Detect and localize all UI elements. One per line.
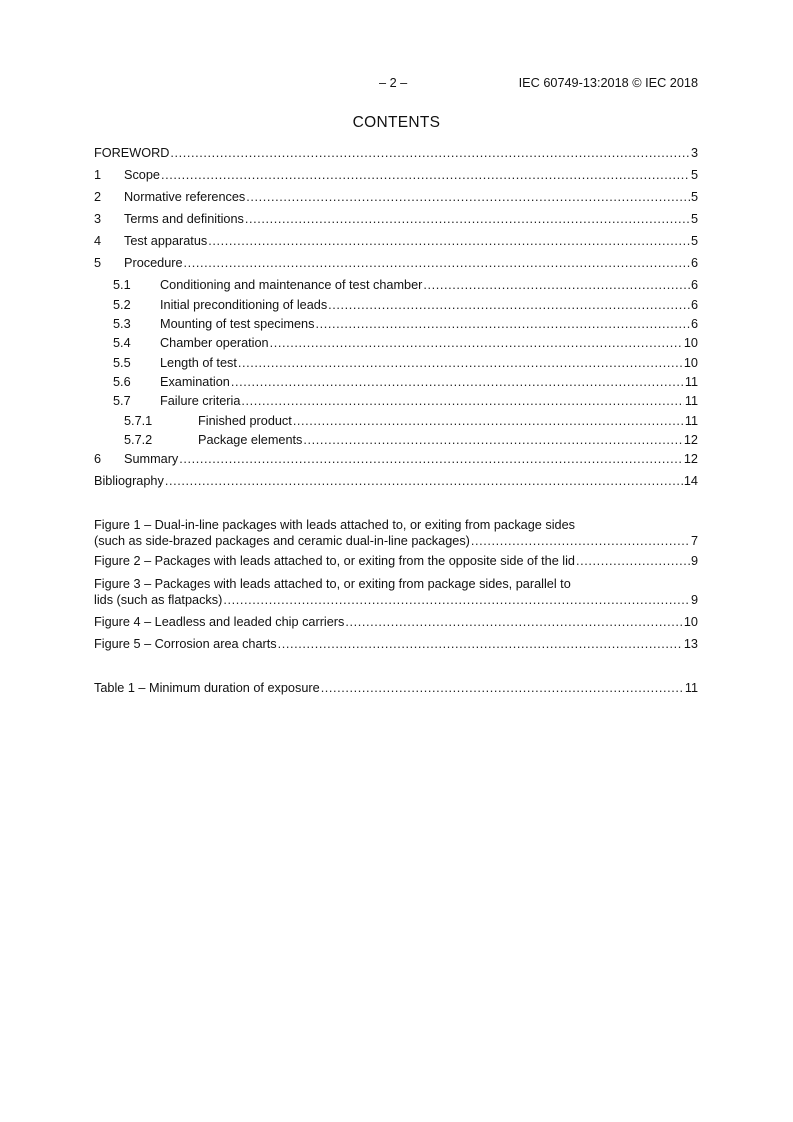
toc-entry-5-7[interactable] (113, 393, 698, 409)
toc-entry-number: 4 (94, 234, 102, 248)
contents-title: CONTENTS (352, 114, 441, 131)
leader-dots (179, 451, 683, 467)
toc-entry-label: Finished product (198, 414, 292, 428)
toc-entry-label: Procedure (124, 256, 183, 270)
toc-entry-page: 3 (690, 146, 698, 160)
toc-entry-5-7-1[interactable] (124, 413, 698, 429)
leader-dots (246, 189, 690, 205)
toc-entry-number: 5.7.1 (124, 414, 153, 428)
toc-entry-5-3[interactable] (113, 316, 698, 332)
toc-entry-label: Mounting of test specimens (160, 317, 315, 331)
toc-entry-number: 5.5 (113, 356, 131, 370)
toc-entry-label: Test apparatus (124, 234, 208, 248)
toc-entry-page: 11 (684, 414, 698, 428)
figure-entry-page: 9 (690, 593, 698, 607)
toc-entry-page: 5 (690, 212, 698, 226)
toc-entry-5-1[interactable] (113, 277, 698, 293)
toc-entry-label: Normative references (124, 190, 246, 204)
toc-entry-number: 5 (94, 256, 102, 270)
figure-1-entry[interactable] (94, 533, 698, 549)
toc-entry-page: 6 (690, 298, 698, 312)
figure-entry-label: (such as side-brazed packages and ceramic dual-in-line packages) (94, 534, 470, 548)
figure-entry-page: 9 (690, 554, 698, 568)
figure-entry-label: Figure 4 – Leadless and leaded chip carriers (94, 615, 345, 629)
leader-dots (245, 211, 690, 227)
toc-entry-number: 5.1 (113, 278, 131, 292)
page-header (0, 76, 793, 92)
standard-reference: IEC 60749-13:2018 © IEC 2018 (518, 76, 698, 90)
leader-dots (161, 167, 690, 183)
leader-dots (293, 413, 684, 429)
leader-dots (170, 145, 690, 161)
toc-entry-label: Package elements (198, 433, 303, 447)
toc-entry-page: 11 (684, 375, 698, 389)
toc-entry-page: 12 (683, 452, 698, 466)
toc-entry-5-6[interactable] (113, 374, 698, 390)
toc-entry-number: 5.2 (113, 298, 131, 312)
table-1-entry[interactable] (94, 680, 698, 696)
toc-entry-label: Bibliography (94, 474, 164, 488)
figure-3-line-1[interactable]: Figure 3 – Packages with leads attached to, or exiting from package sides, parallel to (94, 577, 571, 591)
leader-dots (241, 393, 683, 409)
toc-entry-page: 12 (683, 433, 698, 447)
figure-3-entry[interactable] (94, 592, 698, 608)
leader-dots (345, 614, 683, 630)
leader-dots (423, 277, 690, 293)
toc-entry-number: 5.3 (113, 317, 131, 331)
figure-entry-page: 13 (683, 637, 698, 651)
table-entry-page: 11 (684, 681, 698, 695)
toc-entry-label: Summary (124, 452, 179, 466)
figure-entry-page: 7 (690, 534, 698, 548)
figure-entry-label: lids (such as flatpacks) (94, 593, 223, 607)
toc-entry-page: 6 (690, 278, 698, 292)
leader-dots (231, 374, 684, 390)
toc-entry-label: Conditioning and maintenance of test chamber (160, 278, 423, 292)
toc-entry-page: 10 (683, 356, 698, 370)
leader-dots (328, 297, 690, 313)
leader-dots (270, 335, 683, 351)
toc-entry-number: 5.7.2 (124, 433, 153, 447)
toc-entry-page: 10 (683, 336, 698, 350)
toc-entry-number: 5.6 (113, 375, 131, 389)
toc-entry-page: 6 (690, 317, 698, 331)
leader-dots (184, 255, 690, 271)
figure-entry-page: 10 (683, 615, 698, 629)
toc-entry-page: 5 (690, 190, 698, 204)
toc-entry-5-7-2[interactable] (124, 432, 698, 448)
leader-dots (208, 233, 690, 249)
table-entry-label: Table 1 – Minimum duration of exposure (94, 681, 320, 695)
toc-entry-5-5[interactable] (113, 355, 698, 371)
toc-entry-terms-and-definitions[interactable] (94, 211, 698, 227)
toc-entry-number: 5.7 (113, 394, 131, 408)
toc-entry-label: Length of test (160, 356, 237, 370)
toc-entry-label: Failure criteria (160, 394, 241, 408)
toc-entry-label: Scope (124, 168, 160, 182)
leader-dots (165, 473, 683, 489)
toc-entry-5-2[interactable] (113, 297, 698, 313)
toc-entry-scope[interactable] (94, 167, 698, 183)
figure-4-entry[interactable] (94, 614, 698, 630)
figure-2-entry[interactable] (94, 553, 698, 569)
leader-dots (223, 592, 690, 608)
toc-entry-summary[interactable] (94, 451, 698, 467)
figure-1-line-1[interactable]: Figure 1 – Dual-in-line packages with leads attached to, or exiting from package sides (94, 518, 575, 532)
toc-entry-normative-references[interactable] (94, 189, 698, 205)
toc-entry-label: FOREWORD (94, 146, 170, 160)
figure-entry-label: Figure 2 – Packages with leads attached to, or exiting from the opposite side of the lid (94, 554, 575, 568)
toc-entry-page: 5 (690, 234, 698, 248)
toc-entry-number: 6 (94, 452, 102, 466)
toc-entry-number: 5.4 (113, 336, 131, 350)
toc-entry-page: 14 (683, 474, 698, 488)
leader-dots (576, 553, 690, 569)
leader-dots (278, 636, 683, 652)
page-number: – 2 – (379, 76, 408, 90)
toc-entry-5-4[interactable] (113, 335, 698, 351)
toc-entry-number: 1 (94, 168, 102, 182)
leader-dots (321, 680, 684, 696)
toc-entry-procedure[interactable] (94, 255, 698, 271)
toc-entry-number: 3 (94, 212, 102, 226)
leader-dots (303, 432, 682, 448)
toc-entry-number: 2 (94, 190, 102, 204)
figure-entry-label: Figure 5 – Corrosion area charts (94, 637, 277, 651)
leader-dots (238, 355, 683, 371)
leader-dots (471, 533, 690, 549)
toc-entry-label: Examination (160, 375, 230, 389)
toc-entry-page: 6 (690, 256, 698, 270)
toc-entry-bibliography[interactable] (94, 473, 698, 489)
leader-dots (315, 316, 689, 332)
toc-entry-page: 5 (690, 168, 698, 182)
toc-entry-page: 11 (684, 394, 698, 408)
figure-5-entry[interactable] (94, 636, 698, 652)
toc-entry-label: Chamber operation (160, 336, 269, 350)
toc-entry-label: Terms and definitions (124, 212, 244, 226)
toc-entry-label: Initial preconditioning of leads (160, 298, 328, 312)
toc-entry-test-apparatus[interactable] (94, 233, 698, 249)
toc-entry-foreword[interactable] (94, 145, 698, 161)
